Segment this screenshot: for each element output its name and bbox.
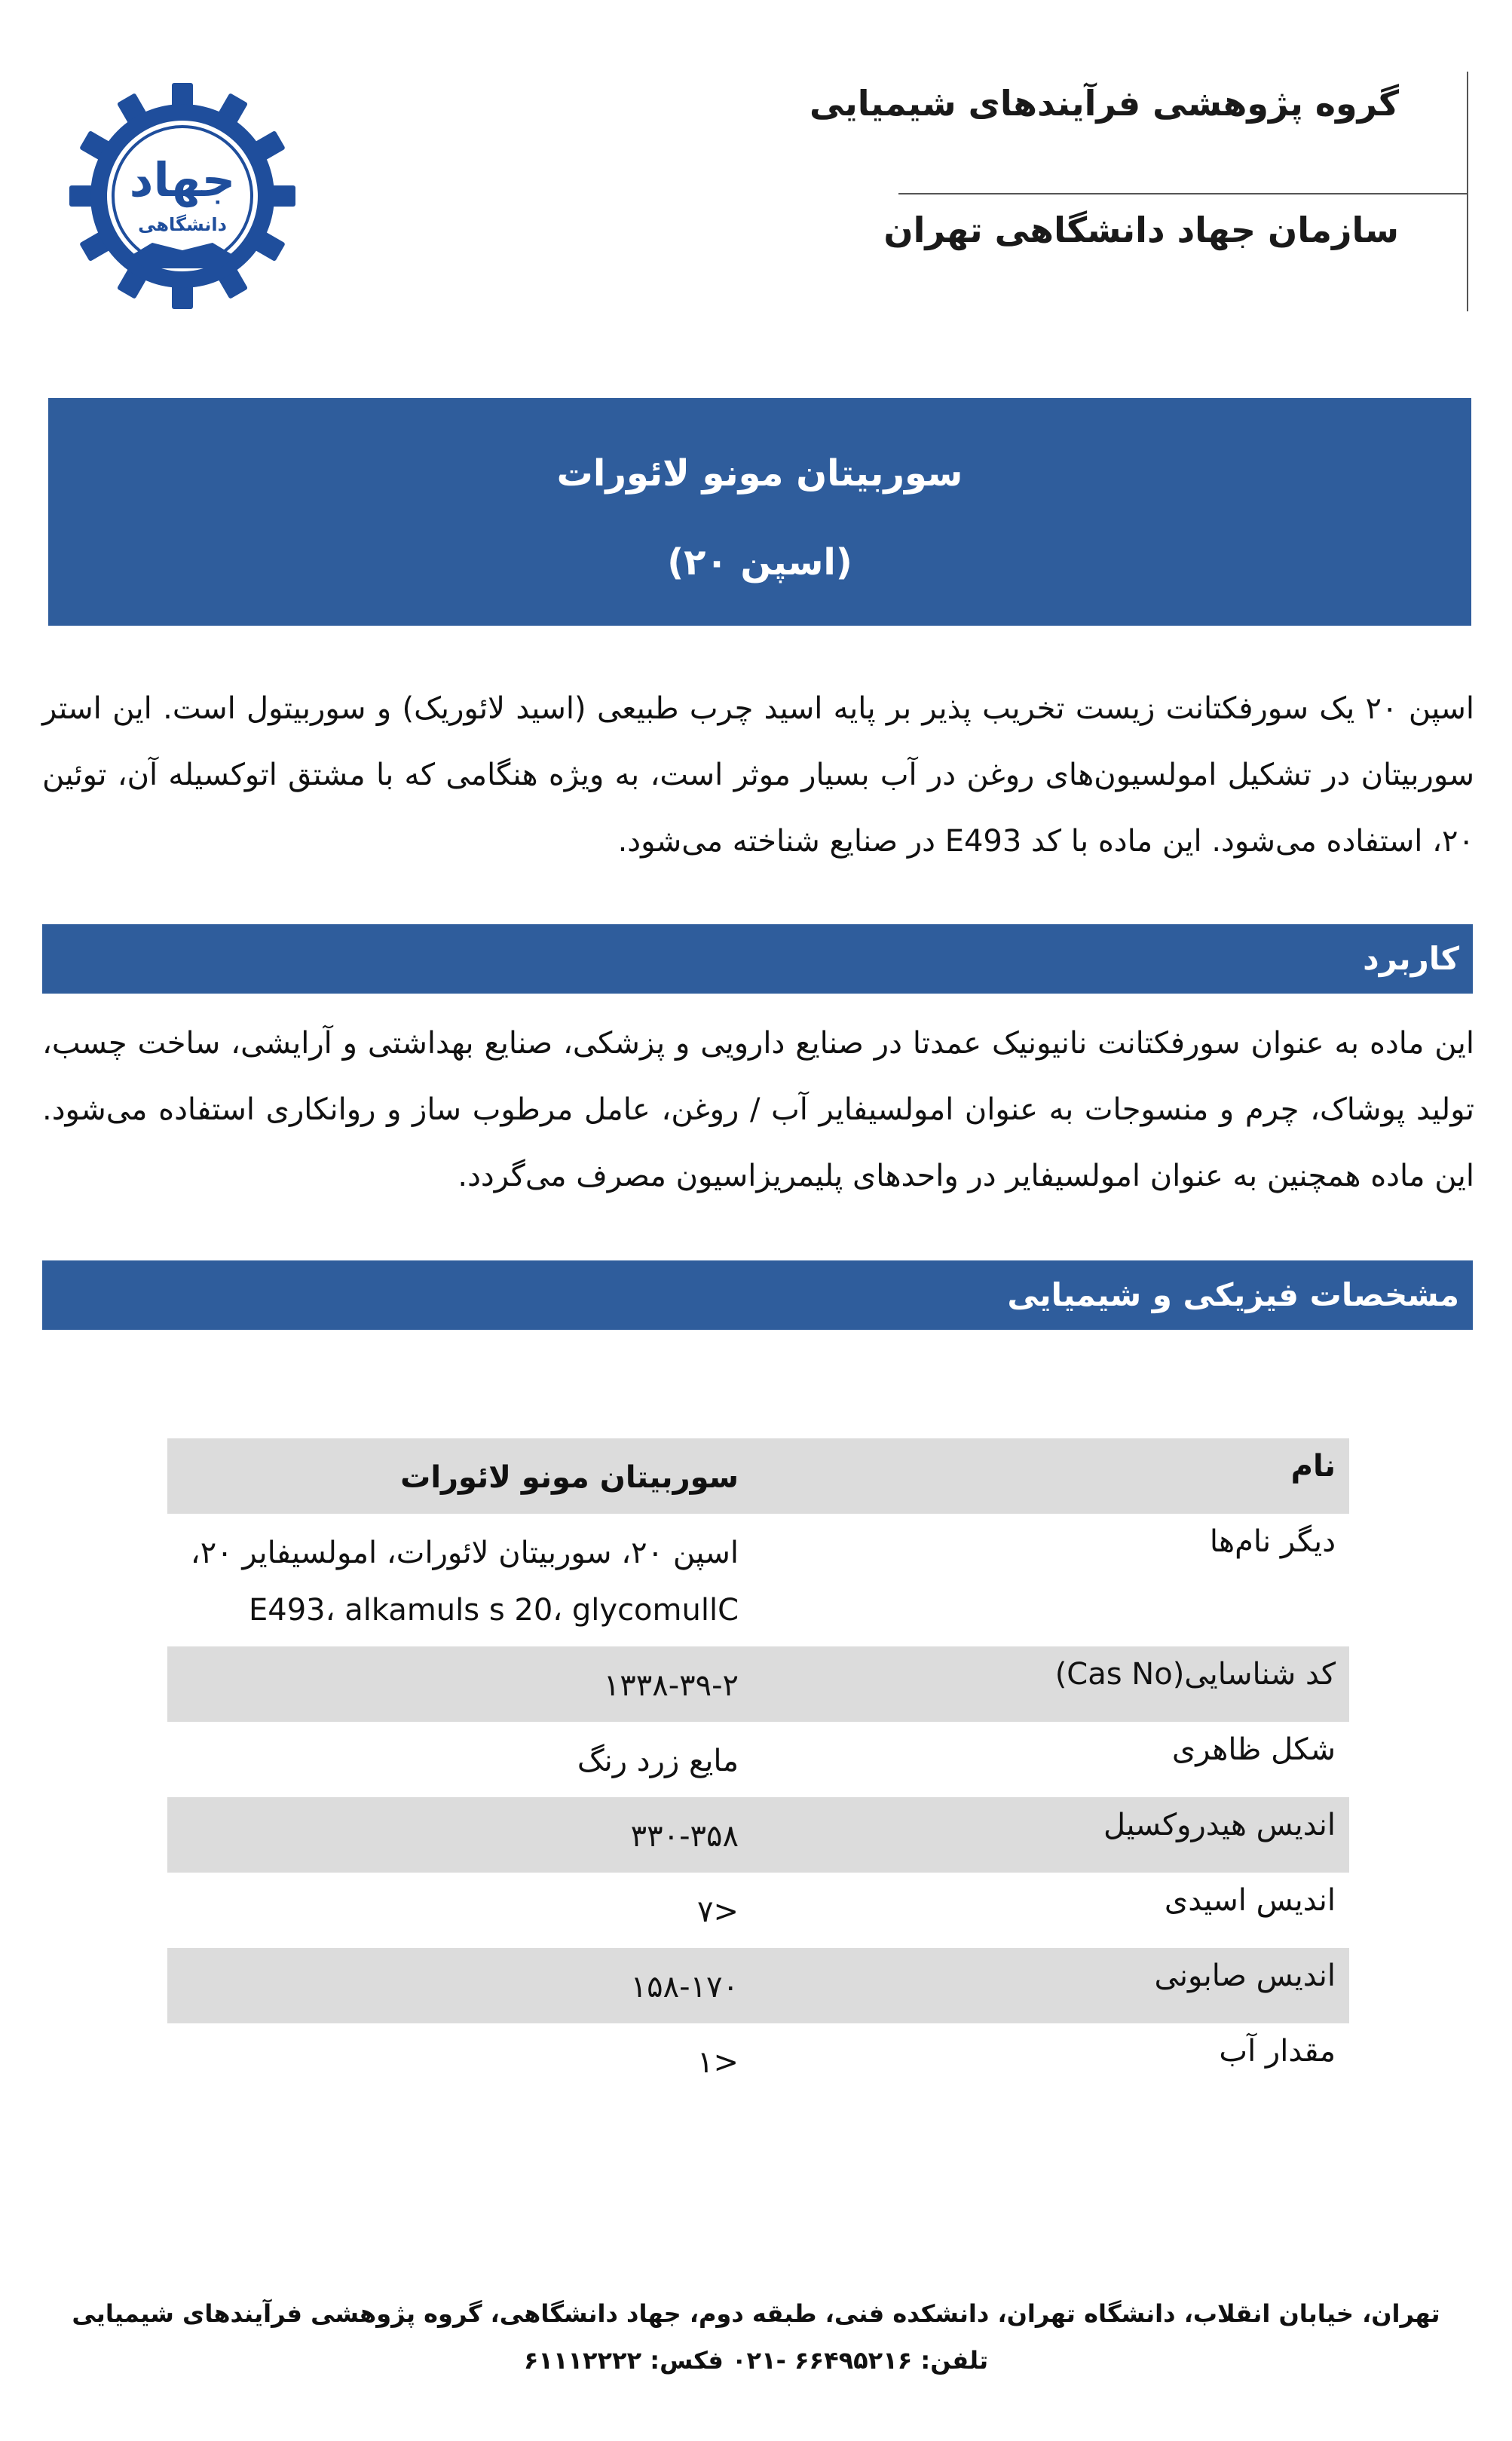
table-row [167, 1514, 1349, 1646]
table-row [167, 1722, 1349, 1797]
row-value: ۳۳۰-۳۵۸ [167, 1797, 752, 1873]
table-header-label: نام [752, 1438, 1349, 1514]
table-row [167, 1646, 1349, 1722]
row-label: اندیس هیدروکسیل [752, 1797, 1349, 1873]
usage-heading: کاربرد [42, 924, 1473, 994]
row-value: ۱۵۸-۱۷۰ [167, 1948, 752, 2023]
table-header-value: سوربیتان مونو لائورات [167, 1438, 752, 1514]
properties-table [167, 1438, 1349, 2099]
table-row [167, 1873, 1349, 1948]
row-value: ۱۳۳۸-۳۹-۲ [167, 1646, 752, 1722]
title-banner [48, 398, 1471, 626]
footer-phone: تلفن: ۶۶۴۹۵۲۱۶ -۰۲۱ فکس: ۶۱۱۱۲۲۲۲ [523, 2346, 989, 2375]
page-subtitle: (اسپن ۲۰) [667, 541, 852, 583]
table-row [167, 1948, 1349, 2023]
page-title: سوربیتان مونو لائورات [556, 452, 963, 495]
row-label: کد شناسایی(Cas No) [752, 1646, 1349, 1722]
row-label: دیگر نام‌ها [1209, 1524, 1336, 1559]
header-divider [898, 193, 1468, 194]
table-row [167, 1797, 1349, 1873]
footer-address: تهران، خیابان انقلاب، دانشگاه تهران، دانشکده فنی، طبقه دوم، جهاد دانشگاهی، گروه پژوهشی فرآیندهای شیمیایی [72, 2299, 1440, 2328]
header-vertical-rule [1467, 72, 1468, 311]
intro-paragraph: اسپن ۲۰ یک سورفکتانت زیست تخریب پذیر بر پایه اسید چرب طبیعی (اسید لائوریک) و سوربیتول است. این استر سوربیتان در تشکیل امولسیون‌های روغن در آب بسیار موثر است، به ویژه هنگامی که با مشتق اتوکسیله آن، توئین ۲۰، استفاده می‌شود. این ماده با کد E493 در صنایع شناخته می‌شود. [42, 691, 1474, 859]
logo-text-bottom: دانشگاهی [138, 214, 227, 235]
table-row [167, 2023, 1349, 2099]
usage-paragraph: این ماده به عنوان سورفکتانت نانیونیک عمدتا در صنایع دارویی و پزشکی، صنایع بهداشتی و آرایشی، ساخت چسب، تولید پوشاک، چرم و منسوجات به عنوان امولسیفایر آب / روغن، عامل مرطوب ساز و روانکاری استفاده می‌شود. این ماده همچنین به عنوان امولسیفایر در واحدهای پلیمریزاسیون مصرف می‌گردد. [42, 1026, 1474, 1193]
row-value: اسپن ۲۰، سوربیتان لائورات، امولسیفایر ۲۰، E493، alkamuls s 20، glycomullC [190, 1536, 739, 1628]
jahad-daneshgahi-logo [69, 83, 295, 309]
organization-name: سازمان جهاد دانشگاهی تهران [883, 210, 1399, 250]
research-group-name: گروه پژوهشی فرآیندهای شیمیایی [809, 83, 1399, 124]
row-label: شکل ظاهری [1171, 1732, 1336, 1767]
logo-text-top: جهاد [129, 152, 236, 207]
row-value: مایع زرد رنگ [577, 1744, 739, 1778]
row-value: <۷ [697, 1894, 739, 1929]
row-label: اندیس صابونی [752, 1948, 1349, 2023]
properties-heading: مشخصات فیزیکی و شیمیایی [42, 1260, 1473, 1330]
table-header-row [167, 1438, 1349, 1514]
row-label: مقدار آب [1219, 2034, 1336, 2069]
row-label: اندیس اسیدی [1164, 1883, 1336, 1918]
row-value: <۱ [697, 2045, 739, 2080]
